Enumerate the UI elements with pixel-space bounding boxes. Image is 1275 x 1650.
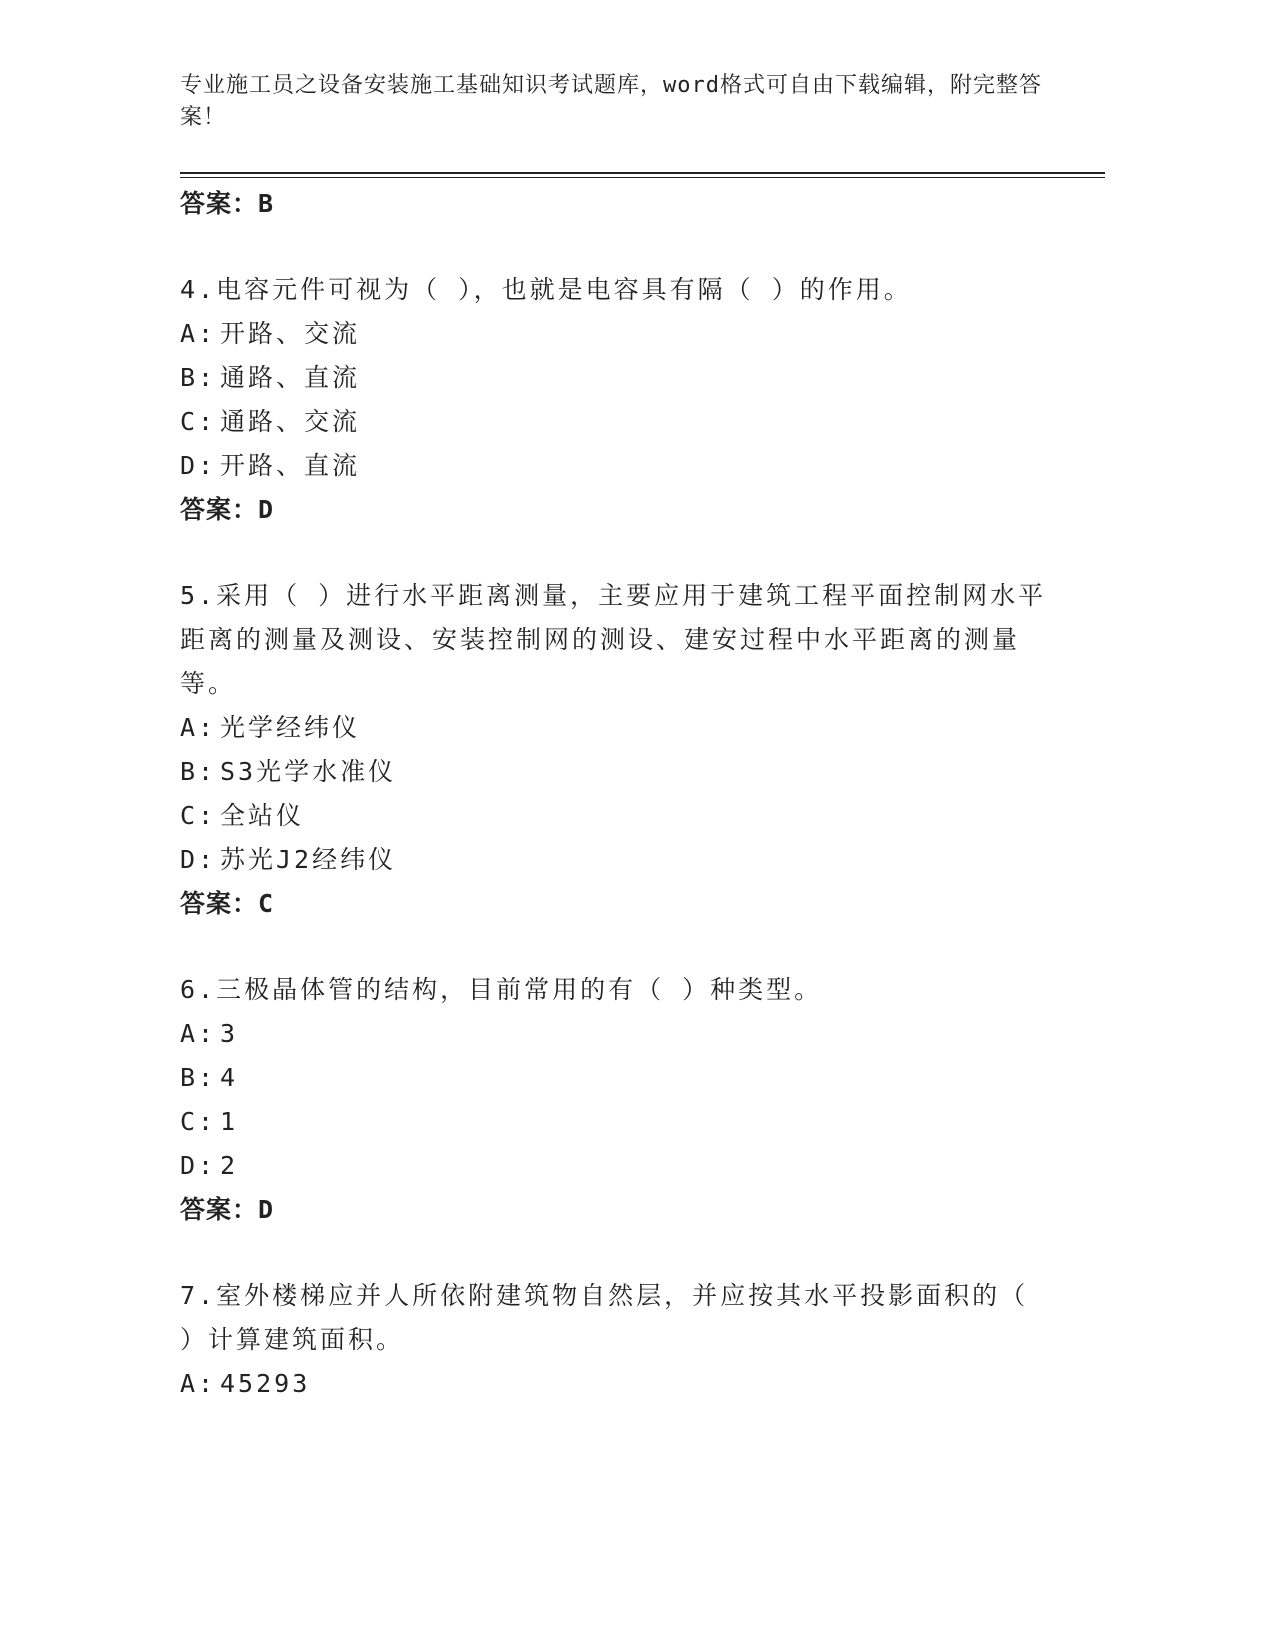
header-divider-thin (180, 177, 1105, 178)
question-stem: 7.室外楼梯应并人所依附建筑物自然层，并应按其水平投影面积的（ ）计算建筑面积。 (180, 1281, 1029, 1354)
option-letter: B: (180, 1063, 217, 1092)
option-a (180, 1362, 1050, 1406)
option-d (180, 1144, 1050, 1188)
option-letter: D: (180, 845, 217, 874)
option-text: 苏光J2经纬仪 (220, 845, 397, 874)
option-d (180, 838, 1050, 882)
option-letter: A: (180, 713, 217, 742)
option-d (180, 444, 1050, 488)
option-letter: D: (180, 451, 217, 480)
question-item (180, 1274, 1050, 1406)
question-list (180, 182, 1050, 1406)
option-letter: A: (180, 1019, 217, 1048)
option-c (180, 400, 1050, 444)
option-text: 1 (220, 1107, 239, 1136)
option-letter: B: (180, 757, 217, 786)
option-a (180, 706, 1050, 750)
option-letter: B: (180, 363, 217, 392)
option-text: 通路、交流 (220, 407, 361, 436)
option-b (180, 1056, 1050, 1100)
option-a (180, 1012, 1050, 1056)
option-b (180, 750, 1050, 794)
question-item (180, 574, 1050, 926)
header-divider (180, 172, 1105, 174)
option-text: 开路、交流 (220, 319, 361, 348)
page-header: 专业施工员之设备安装施工基础知识考试题库，word格式可自由下载编辑，附完整答案！ (180, 73, 1042, 130)
option-letter: C: (180, 407, 217, 436)
option-text: 45293 (220, 1369, 311, 1398)
option-letter: C: (180, 801, 217, 830)
answer-line: 答案：C (180, 889, 275, 918)
option-b (180, 356, 1050, 400)
option-letter: D: (180, 1151, 217, 1180)
option-c (180, 1100, 1050, 1144)
question-stem: 5.采用（ ）进行水平距离测量，主要应用于建筑工程平面控制网水平距离的测量及测设、安装控制网的测设、建安过程中水平距离的测量等。 (180, 581, 1047, 698)
option-text: 2 (220, 1151, 239, 1180)
question-item (180, 268, 1050, 532)
question-item (180, 968, 1050, 1232)
answer-line: 答案：D (180, 495, 275, 524)
answer-line: 答案：D (180, 1195, 275, 1224)
option-text: 通路、直流 (220, 363, 361, 392)
option-a (180, 312, 1050, 356)
question-stem: 6.三极晶体管的结构，目前常用的有（ ）种类型。 (180, 975, 823, 1004)
option-text: S3光学水准仪 (220, 757, 397, 786)
answer-line: 答案：B (180, 189, 275, 218)
option-text: 全站仪 (220, 801, 305, 830)
option-c (180, 794, 1050, 838)
option-letter: C: (180, 1107, 217, 1136)
option-text: 4 (220, 1063, 239, 1092)
option-text: 3 (220, 1019, 239, 1048)
option-letter: A: (180, 1369, 217, 1398)
option-text: 光学经纬仪 (220, 713, 361, 742)
option-text: 开路、直流 (220, 451, 361, 480)
option-letter: A: (180, 319, 217, 348)
question-stem: 4.电容元件可视为（ ），也就是电容具有隔（ ）的作用。 (180, 275, 912, 304)
